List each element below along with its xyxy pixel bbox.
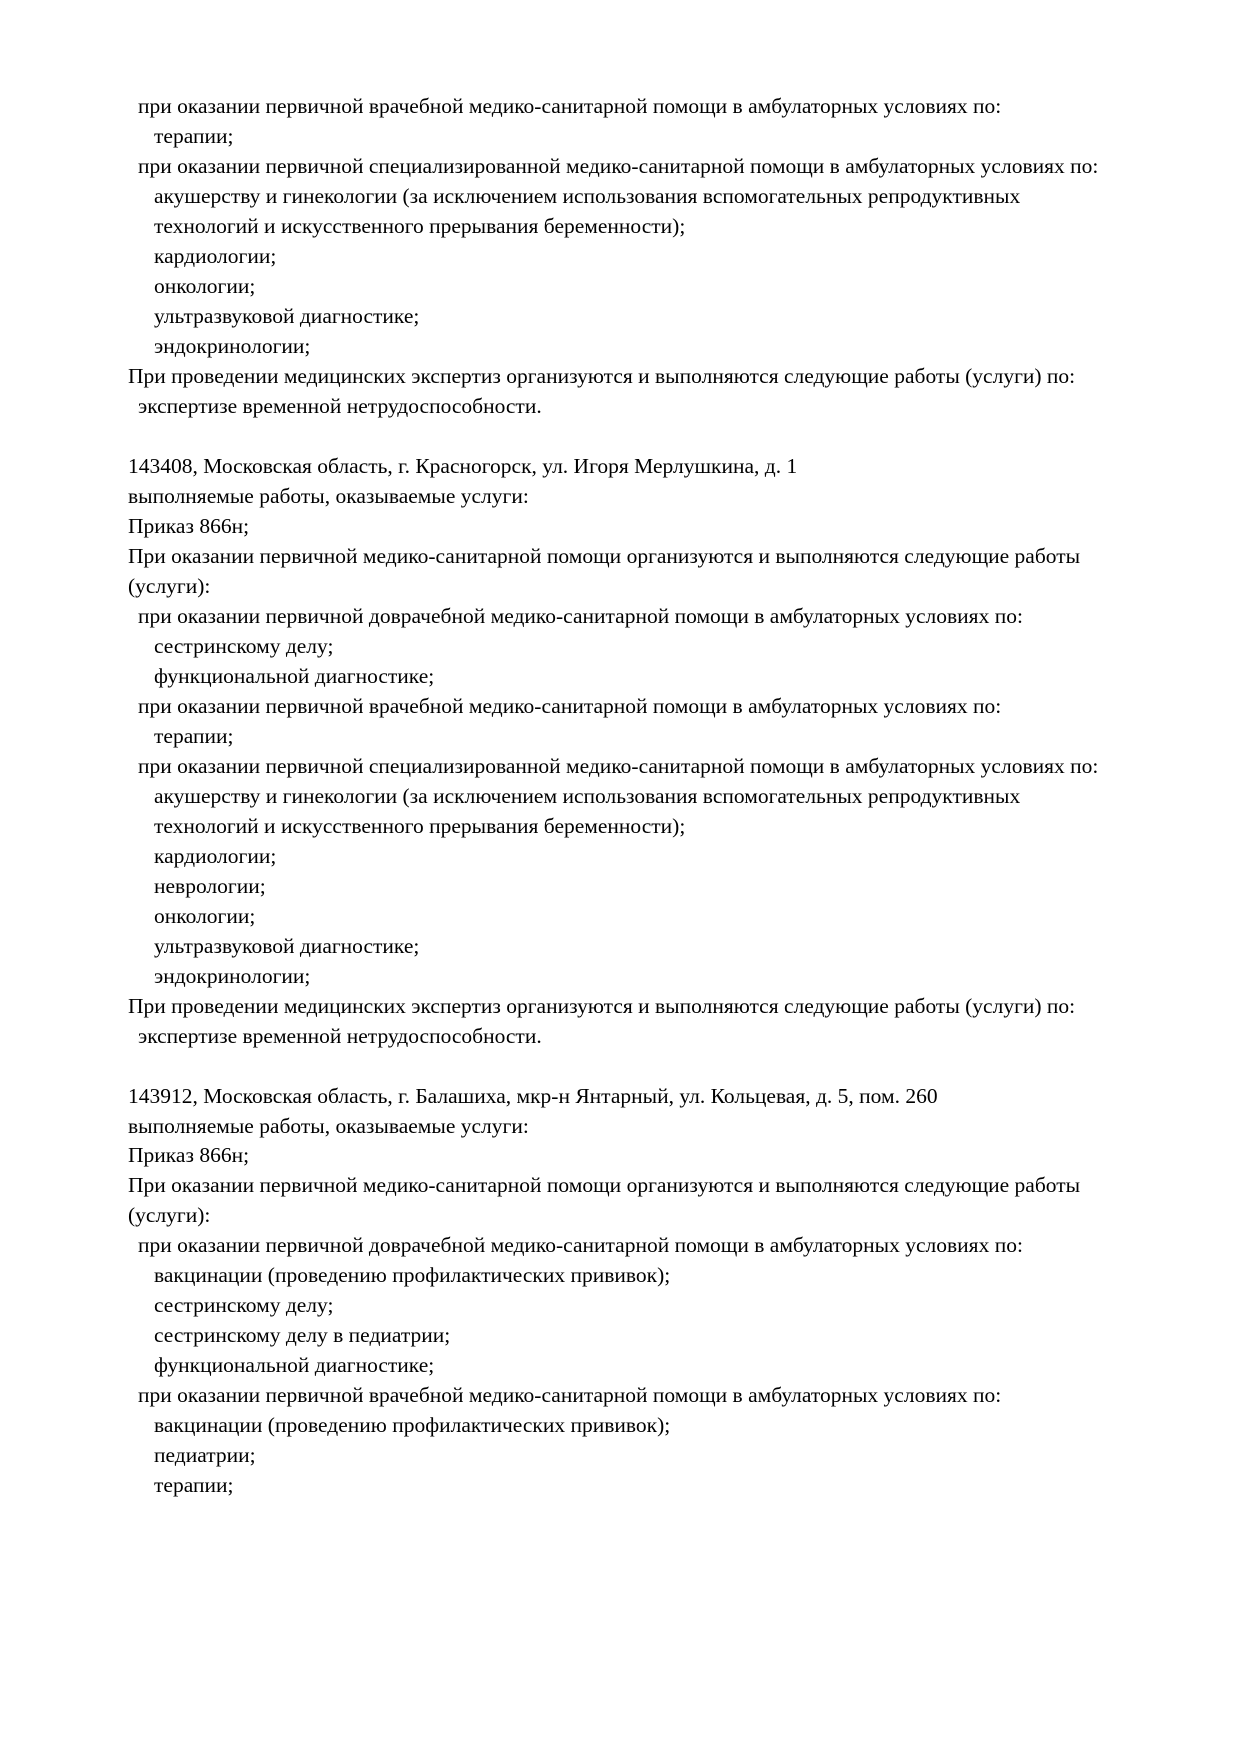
text-line: 143408, Московская область, г. Красногорск, ул. Игоря Мерлушкина, д. 1	[128, 453, 798, 478]
text-line: При оказании первичной медико-санитарной помощи организуются и выполняются следующие работы (услуги):	[128, 543, 1086, 598]
text-line: экспертизе временной нетрудоспособности.	[138, 1023, 542, 1048]
block-continued	[128, 92, 1112, 422]
text-line: терапии;	[154, 123, 234, 148]
text-line: при оказании первичной доврачебной медико-санитарной помощи в амбулаторных условиях по:	[138, 603, 1023, 628]
text-line: эндокринологии;	[154, 963, 311, 988]
text-line: онкологии;	[154, 273, 256, 298]
text-line: педиатрии;	[154, 1443, 256, 1468]
text-line: выполняемые работы, оказываемые услуги:	[128, 1113, 529, 1138]
text-line: При проведении медицинских экспертиз организуются и выполняются следующие работы (услуги) по:	[128, 363, 1076, 388]
text-line: эндокринологии;	[154, 333, 311, 358]
text-line: кардиологии;	[154, 843, 277, 868]
text-line: сестринскому делу;	[154, 633, 334, 658]
text-line: терапии;	[154, 1473, 234, 1498]
text-line: функциональной диагностике;	[154, 1353, 435, 1378]
text-line: при оказании первичной специализированной медико-санитарной помощи в амбулаторных условиях по:	[138, 153, 1099, 178]
text-line: при оказании первичной врачебной медико-санитарной помощи в амбулаторных условиях по:	[138, 1383, 1002, 1408]
text-line: терапии;	[154, 723, 234, 748]
text-line: акушерству и гинекологии (за исключением использования вспомогательных репродуктивных технологий и искусственного прерывания беременности);	[154, 783, 1026, 838]
text-line: сестринскому делу в педиатрии;	[154, 1323, 451, 1348]
block-separator	[128, 422, 1112, 452]
text-line: экспертизе временной нетрудоспособности.	[138, 393, 542, 418]
text-line: при оказании первичной специализированной медико-санитарной помощи в амбулаторных условиях по:	[138, 753, 1099, 778]
text-line: кардиологии;	[154, 243, 277, 268]
text-line: При оказании первичной медико-санитарной помощи организуются и выполняются следующие работы (услуги):	[128, 1173, 1086, 1228]
text-line: при оказании первичной врачебной медико-санитарной помощи в амбулаторных условиях по:	[138, 94, 1002, 118]
text-line: сестринскому делу;	[154, 1293, 334, 1318]
text-line: онкологии;	[154, 903, 256, 928]
text-line: вакцинации (проведению профилактических прививок);	[154, 1263, 671, 1288]
text-line: 143912, Московская область, г. Балашиха, мкр-н Янтарный, ул. Кольцевая, д. 5, пом. 260	[128, 1083, 938, 1108]
block-krasnogorsk	[128, 452, 1112, 1052]
text-line: функциональной диагностике;	[154, 663, 435, 688]
text-line: ультразвуковой диагностике;	[154, 303, 420, 328]
text-line: вакцинации (проведению профилактических прививок);	[154, 1413, 671, 1438]
text-line: при оказании первичной врачебной медико-санитарной помощи в амбулаторных условиях по:	[138, 693, 1002, 718]
text-line: Приказ 866н;	[128, 513, 250, 538]
text-line: при оказании первичной доврачебной медико-санитарной помощи в амбулаторных условиях по:	[138, 1233, 1023, 1258]
text-line: Приказ 866н;	[128, 1143, 250, 1168]
text-line: ультразвуковой диагностике;	[154, 933, 420, 958]
block-balashiha	[128, 1082, 1112, 1502]
text-line: акушерству и гинекологии (за исключением использования вспомогательных репродуктивных технологий и искусственного прерывания беременности);	[154, 183, 1026, 238]
text-line: При проведении медицинских экспертиз организуются и выполняются следующие работы (услуги) по:	[128, 993, 1076, 1018]
document-body	[128, 92, 1112, 1501]
block-separator	[128, 1052, 1112, 1082]
text-line: выполняемые работы, оказываемые услуги:	[128, 483, 529, 508]
text-line: неврологии;	[154, 873, 266, 898]
